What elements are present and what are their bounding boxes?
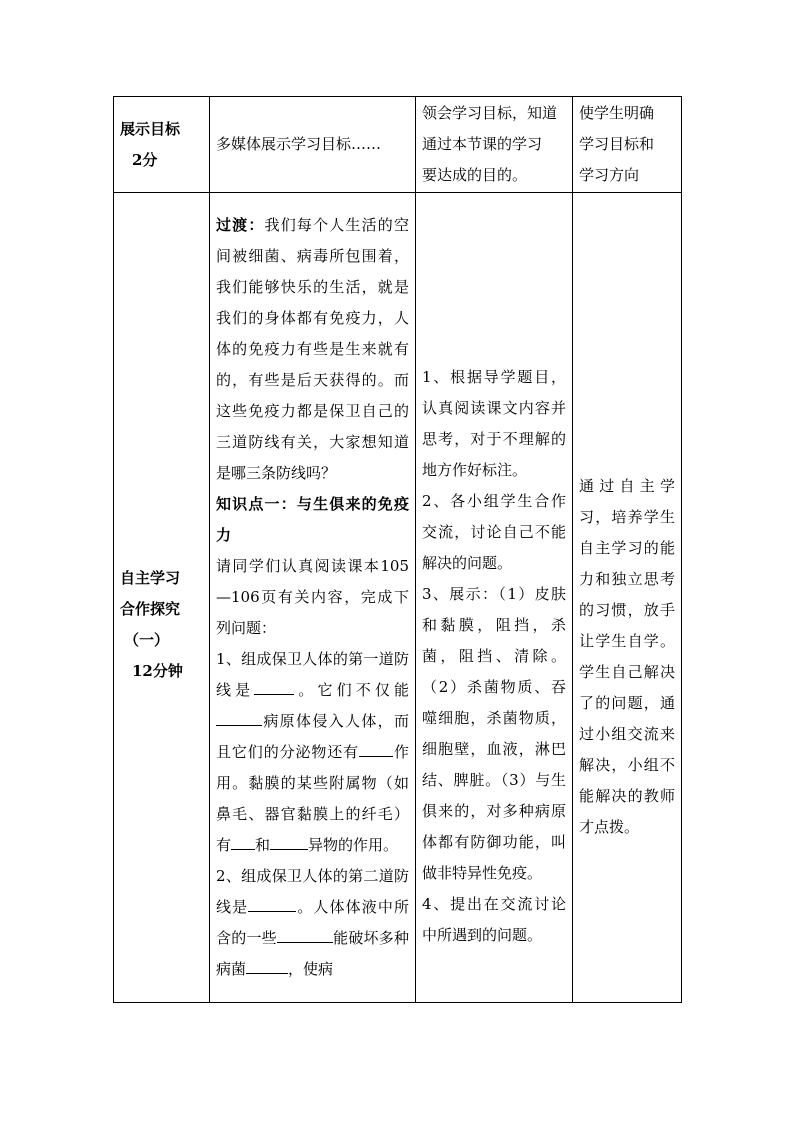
- fill-blank: [359, 738, 393, 757]
- student-activity-line: 通过本节课的学习: [422, 135, 543, 153]
- stage-title: 合作探究: [120, 599, 181, 618]
- teacher-activity-cell: [210, 97, 416, 193]
- fill-blank: [216, 707, 262, 726]
- fill-blank: [277, 924, 333, 943]
- stage-duration: 2分: [132, 150, 158, 169]
- knowledge-point-intro: 请同学们认真阅读课本105—106页有关内容，完成下列问题：: [216, 557, 409, 637]
- design-intent-cell: [573, 193, 682, 1003]
- student-activity-cell: [416, 97, 573, 193]
- teacher-activity-cell: [210, 193, 416, 1003]
- transition-label: 过渡：: [216, 216, 265, 234]
- fill-blank: [254, 676, 294, 695]
- student-item: 4、提出在交流讨论中所遇到的问题。: [422, 895, 566, 944]
- stage-title: 展示目标: [120, 119, 181, 138]
- stage-cell: [114, 193, 210, 1003]
- design-intent-text: 通过自主学习，培养学生自主学习的能力和独立思考的习惯，放手让学生自学。学生自己解决了的问题，通过小组交流来解决，小组不能解决的教师才点拨。: [579, 476, 675, 836]
- stage-subtitle: （一）: [124, 630, 170, 649]
- student-item: 3、展示：（1）皮肤和黏膜，阻挡，杀菌，阻挡、清除。（2）杀菌物质、吞噬细胞，杀菌物质，细胞壁，血液，淋巴结、脾脏。（3）与生俱来的，对多种病原体都有防御功能，叫做非特异性免疫。: [422, 585, 566, 882]
- student-item: 1、根据导学题目，认真阅读课文内容并思考，对于不理解的地方作好标注。: [422, 368, 566, 479]
- student-activity-cell: [416, 193, 573, 1003]
- table-row: [114, 193, 682, 1003]
- design-intent-line: 学习目标和: [579, 135, 655, 153]
- stage-cell: [114, 97, 210, 193]
- student-item: 2、各小组学生合作交流，讨论自己不能解决的问题。: [422, 492, 566, 572]
- design-intent-line: 学习方向: [579, 166, 640, 184]
- lesson-plan-table: [113, 96, 682, 1003]
- stage-duration: 12分钟: [132, 661, 183, 680]
- knowledge-point-title: 知识点一：与生俱来的免疫力: [216, 495, 409, 544]
- question-1: 1、组成保卫人体的第一道防线是 。它们不仅能病原体侵入人体，而且它们的分泌物还有 作用。黏膜的某些附属物（如鼻毛、器官黏膜上的纤毛）有 和 异物的作用。: [216, 650, 409, 854]
- student-activity-line: 领会学习目标，知道: [422, 104, 558, 122]
- fill-blank: [231, 831, 255, 850]
- table-row: [114, 97, 682, 193]
- teacher-activity-text: 多媒体展示学习目标……: [216, 135, 382, 153]
- design-intent-cell: [573, 97, 682, 193]
- stage-title: 自主学习: [120, 568, 181, 587]
- transition-text: 我们每个人生活的空间被细菌、病毒所包围着，我们能够快乐的生活，就是我们的身体都有免疫力，人体的免疫力有些是生来就有的，有些是后天获得的。而这些免疫力都是保卫自己的三道防线有关，大家想知道是哪三条防线吗？: [216, 216, 409, 482]
- fill-blank: [246, 955, 288, 974]
- transition-paragraph: [216, 210, 409, 489]
- student-activity-line: 要达成的目的。: [422, 166, 528, 184]
- fill-blank: [248, 893, 296, 912]
- fill-blank: [270, 831, 308, 850]
- design-intent-line: 使学生明确: [579, 104, 655, 122]
- question-2: 2、组成保卫人体的第二道防线是 。人体体液中所含的一些 能破坏多种病菌 ，使病: [216, 867, 409, 978]
